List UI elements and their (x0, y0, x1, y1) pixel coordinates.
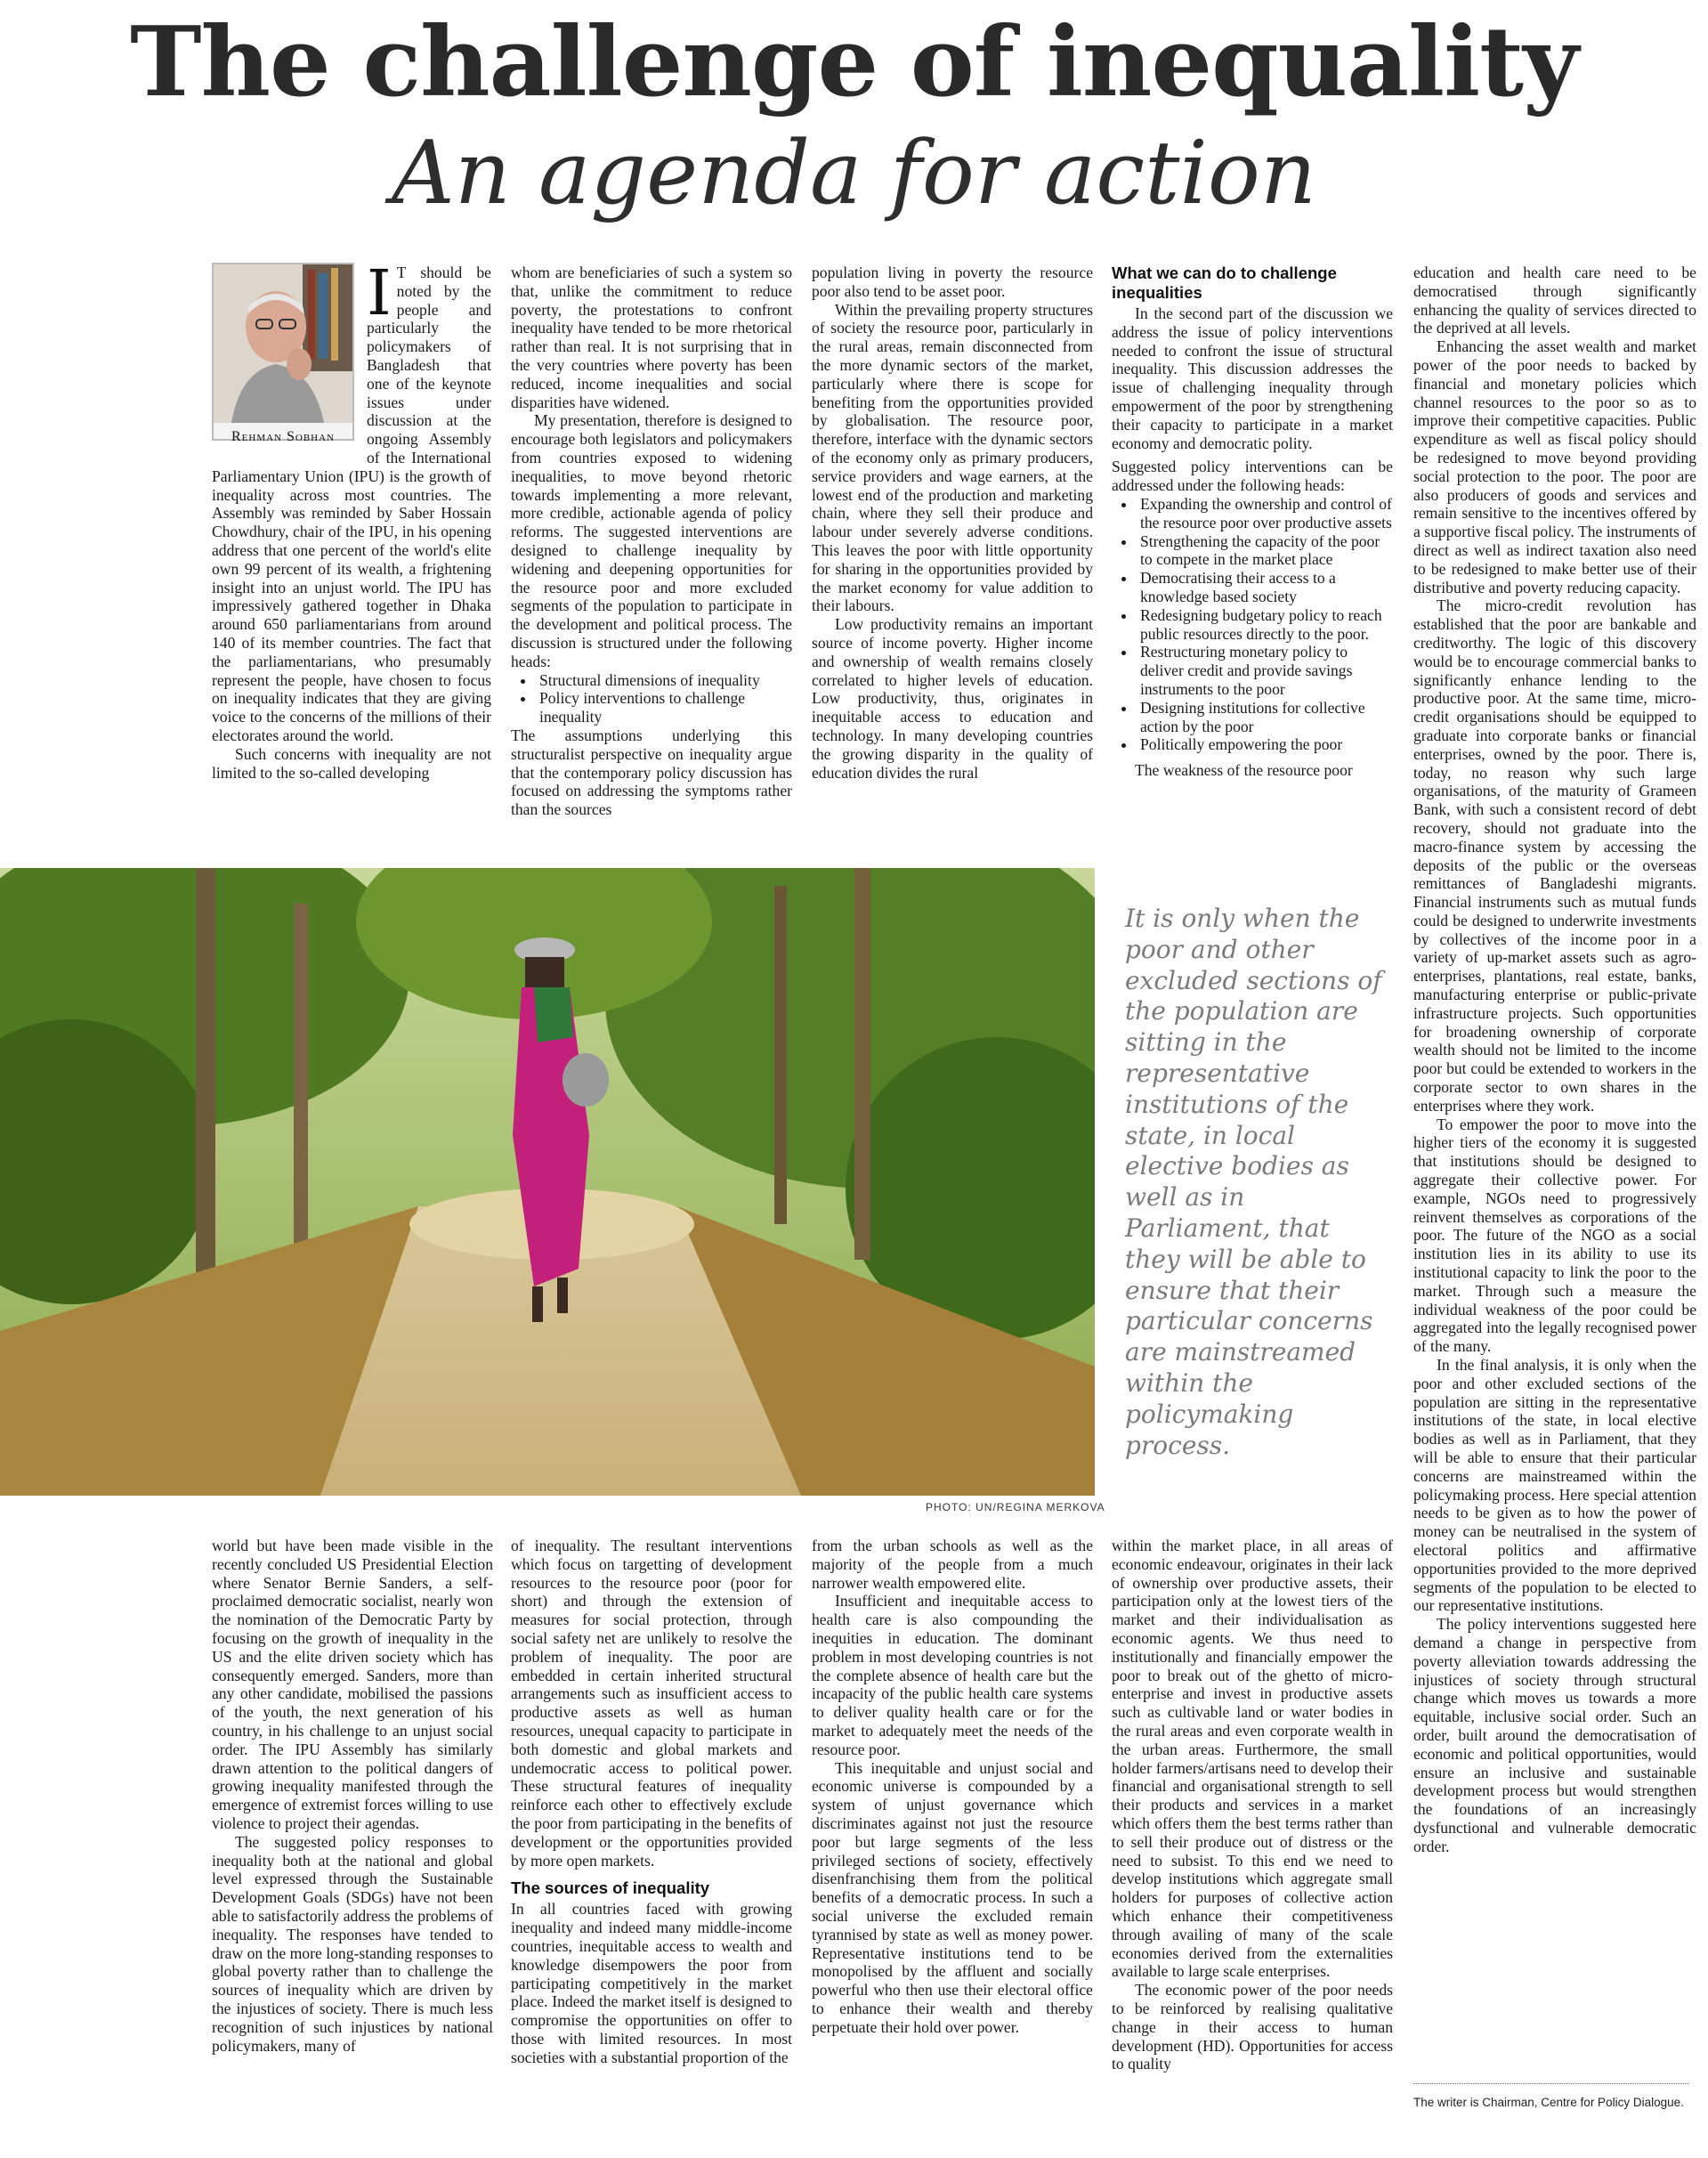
bullet-item: • Strengthening the capacity of the poor to compete in the market place (1137, 532, 1393, 570)
writer-note: The writer is Chairman, Centre for Policy Dialogue. (1413, 2096, 1684, 2109)
paragraph: of inequality. The resultant interventions which focus on targetting of development resources to the resource poor (poor for short) and through the extension of measures for social protection, through social safety net are unlikely to resolve the problem of inequality. The poor are embedded in certain inherited structural arrangements such as insufficient access to productive assets as well as human resources, unequal capacity to participate in both domestic and global markets and undemocratic access to political power. These structural features of inequality reinforce each other to effectively exclude the poor from participating in the benefits of development or the opportunities provided by more open markets. (511, 1537, 792, 1870)
paragraph: My presentation, therefore is designed to encourage both legislators and policymakers from countries exposed to widening inequalities, to move beyond rhetoric towards implementing a more relevant, more credible, actionable agenda of policy reforms. The suggested interventions are designed to challenge inequality by widening and deepening opportunities for the resource poor and more excluded segments of the population to participate in the development and political process. The discussion is structured under the following heads: (511, 411, 792, 670)
portrait-spacer (212, 264, 367, 452)
paragraph: T should be noted by the people and particularly the policymakers of Bangladesh that one of the keynote issues under discussion at the ongoing Assembly of the International Parliamentary Union (IPU) is the growth of inequality across most countries. The Assembly was reminded by Saber Hossain Chowdhury, chair of the IPU, in his opening address that one percent of the world's elite own 99 percent of its wealth, a frightening insight into an unjust world. The IPU has impressively gathered together in Dhaka around 650 parliamentarians from around 140 of its member countries. The fact that the parliamentarians, who presumably represent the people, have chosen to focus on inequality indicates that they are giving voice to the concerns of the millions of their electorates around the world. (212, 264, 491, 744)
woman-on-forest-path-photo-icon (0, 868, 1095, 1496)
paragraph: Such concerns with inequality are not limited to the so-called developing (212, 744, 491, 782)
paragraph: The micro-credit revolution has established that the poor are bankable and creditworthy. The logic of this discovery would be to encourage commercial banks to significantly enhance lending to the productive poor. At the same time, micro-credit organisations should be equipped to graduate into corporate banks or financial enterprises, owned by the poor. There is, today, no reason why such large organisations, of the maturity of Grameen Bank, with such a consistent record of debt recovery, should not graduate into the macro-finance system by accessing the deposits of the public or the overseas remittances of Bangladeshi migrants. Financial instruments such as mutual funds could be designed to underwrite investments by collectives of the income poor in a variety of up-market assets such as agro-enterprises, plantations, real estate, banks, manufacturing enterprise or public-private infrastructure projects. Such opportunities for broadening ownership of corporate wealth should not be limited to the income poor but could be extended to workers in the corporate sector to own shares in the enterprises where they work. (1413, 596, 1696, 1115)
subheadline: An agenda for action (391, 123, 1317, 224)
pull-quote: It is only when the poor and other excluded sections of the population are sitting in the representative institutions of the state, in local elective bodies as well as in Parliament, that they will be able to ensure that their particular concerns are mainstreamed within the policymaking process. (1125, 904, 1382, 1460)
drop-cap: I (367, 264, 392, 329)
column-3-top (812, 264, 1093, 856)
policy-bullet-list (1112, 495, 1393, 754)
column-1-bottom (212, 1537, 493, 2142)
paragraph: The weakness of the resource poor (1135, 761, 1353, 780)
paragraph: In the second part of the discussion we address the issue of policy interventions needed to confront the issue of structural inequality. This discussion addresses the issue of challenging inequality through empowerment of the poor by strengthening their capacity to participate in a market economy and democratic polity. (1112, 304, 1393, 452)
bullet-item: • Democratising their access to a knowledge based society (1137, 569, 1393, 606)
paragraph: The assumptions underlying this structuralist perspective on inequality argue that the contemporary policy discussion has focused on addressing the symptoms rather than the sources (511, 726, 792, 819)
column-4-bottom (1112, 1537, 1393, 2142)
bullet-item: • Policy interventions to challenge inequality (536, 689, 792, 726)
section-heading: What we can do to challenge inequalities (1112, 264, 1337, 302)
paragraph: In the final analysis, it is only when the poor and other excluded sections of the population are sitting in the representative institutions of the state, in local elective bodies as well as in Parliament, that they will be able to ensure that their particular concerns are mainstreamed within the policymaking process. Here special attention needs to be given as to how the power of money can be neutralised in the system of electoral politics and affirmative opportunities provided to the more deprived segments of the population to be elected to our representative institutions. (1413, 1356, 1696, 1615)
bullet-item: • Redesigning budgetary policy to reach public resources directly to the poor. (1137, 606, 1393, 644)
article-photo (0, 868, 1095, 1496)
bullet-item: • Expanding the ownership and control of the resource poor over productive assets (1137, 495, 1393, 532)
paragraph: The policy interventions suggested here demand a change in perspective from poverty alleviation towards addressing the injustices of society through structural change which moves us towards a more equitable, inclusive social order. Such an order, built around the democratisation of economic and political opportunities, would ensure an inclusive and sustainable development process but would strengthen the foundations of an increasingly dysfunctional and vulnerable democratic order. (1413, 1615, 1696, 1855)
paragraph: education and health care need to be democratised through significantly enhancing the quality of services directed to the deprived at all levels. (1413, 264, 1696, 337)
paragraph: world but have been made visible in the recently concluded US Presidential Election where Senator Bernie Sanders, a self-proclaimed democratic socialist, nearly won the nomination of the Democratic Party by focusing on the growth of inequality in the US and the elite driven society which has consequently emerged. Sanders, more than any other candidate, mobilised the passions of the youth, the next generation of his country, in his challenge to an unjust social order. The IPU Assembly has similarly drawn attention to the political dangers of growing inequality manifested through the emergence of extremist forces willing to use violence to project their agendas. (212, 1537, 493, 1832)
bullet-item: • Politically empowering the poor (1137, 735, 1393, 754)
paragraph: The economic power of the poor needs to be reinforced by realising qualitative change in their access to human development (HD). Opportunities for access to quality (1112, 1981, 1393, 2073)
paragraph: To empower the poor to move into the higher tiers of the economy it is suggested that institutions should be designed to aggregate their collective power. For example, NGOs need to progressively reinvent themselves as corporations of the poor. The future of the NGO as a social institution lies in its ability to use its institutional capacity to link the poor to the market. Through such a measure the individual weakness of the poor could be aggregated into the legally recognised power of the many. (1413, 1115, 1696, 1356)
photo-credit: PHOTO: UN/REGINA MERKOVA (926, 1501, 1105, 1513)
bullet-item: • Restructuring monetary policy to deliver credit and provide savings instruments to the poor (1137, 643, 1393, 698)
paragraph: population living in poverty the resource poor also tend to be asset poor. (812, 264, 1093, 300)
paragraph: This inequitable and unjust social and economic universe is compounded by a system of unjust governance which discriminates against not just the resource poor but large segments of the less privileged sections of society, effectively disenfranchising them from the political benefits of a democratic process. In such a social universe the excluded remain tyrannised by state as well as money power. Representative institutions tend to be monopolised by the affluent and socially powerful who then use their electoral office to enhance their wealth and thereby perpetuate their hold over power. (812, 1758, 1093, 2036)
column-4-top (1112, 262, 1393, 864)
paragraph: Low productivity remains an important source of income poverty. Higher income and ownership of wealth remains closely correlated to higher levels of education. Low productivity, thus, originates in inequitable access to education and technology. In many developing countries the growing disparity in the quality of education divides the rural (812, 615, 1093, 782)
bullet-item: • Designing institutions for collective action by the poor (1137, 699, 1393, 736)
paragraph: In all countries faced with growing inequality and indeed many middle-income countries, inequitable access to wealth and knowledge disempowers the poor from participating competitively in the market place. Indeed the market itself is designed to compromise the opportunities on offer to those with limited resources. In most societies with a substantial proportion of the (511, 1900, 792, 2066)
paragraph: Insufficient and inequitable access to health care is also compounding the inequities in education. The dominant problem in most developing countries is not the complete absence of health care but the incapacity of the public health care systems to deliver quality health care or for the market to adequately meet the needs of the resource poor. (812, 1592, 1093, 1758)
paragraph: within the market place, in all areas of economic endeavour, originates in their lack of ownership over productive assets, their participation only at the lowest tiers of the market and their individualisation as economic agents. We thus need to institutionally and financially empower the poor to break out of the ghetto of micro-enterprise and invest in productive assets such as cultivable land or water bodies in the rural areas and even corporate wealth in the urban areas. Furthermore, the small holder farmers/artisans need to develop their financial and organisational strength to sell their products and services in a market which offers them the best terms rather than to sell their produce out of distress or the need to subsist. To this end we need to develop institutions which aggregate small holders for purposes of collective action which enhance their competitiveness through availing of many of the scale economies derived from the externalities available to large scale enterprises. (1112, 1537, 1393, 1981)
column-2-bottom (511, 1537, 792, 2142)
column-1-top (212, 264, 491, 856)
headline: The challenge of inequality (130, 6, 1578, 118)
column-3-bottom (812, 1537, 1093, 2142)
bullet-list (511, 671, 792, 726)
paragraph: The suggested policy responses to inequality both at the national and global level expressed through the Sustainable Development Goals (SDGs) have not been able to satisfactorily address the problems of inequality. The responses have tended to draw on the more long-standing responses to global poverty rather than to challenge the sources of inequality which are driven by the injustices of society. There is much less recognition of such injustices by national policymakers, many of (212, 1832, 493, 2055)
author-name: Rehman Sobhan (231, 429, 335, 444)
paragraph: Suggested policy interventions can be addressed under the following heads: (1112, 458, 1393, 495)
section-heading: The sources of inequality (511, 1878, 710, 1898)
paragraph: from the urban schools as well as the majority of the people from a much narrower wealth empowered elite. (812, 1537, 1093, 1592)
column-2-top (511, 264, 792, 856)
divider (1413, 2083, 1689, 2084)
paragraph: Enhancing the asset wealth and market power of the poor needs to backed by financial and monetary policies which channel resources to the poor so as to improve their competitive capacities. Public expenditure as well as fiscal policy should be redesigned to move beyond providing social protection to the poor. The poor are also producers of goods and services and remain sensitive to the incentives offered by a supportive fiscal policy. The instruments of direct as well as indirect taxation also need to be redesigned to make better use of their distributive and poverty reducing capacity. (1413, 337, 1696, 596)
paragraph: whom are beneficiaries of such a system so that, unlike the commitment to reduce poverty, the protestations to confront inequality have tended to be more rhetorical rather than real. It is not surprising that in the very countries where poverty has been reduced, income inequalities and social disparities have widened. (511, 264, 792, 411)
column-5 (1413, 264, 1696, 2074)
paragraph: Within the prevailing property structures of society the resource poor, particularly in the rural areas, remain disconnected from the more dynamic sectors of the market, particularly where there is scope for benefiting from the opportunities provided by globalisation. The resource poor, therefore, interface with the dynamic sectors of the economy only as primary producers, service providers and wage earners, at the lowest end of the production and marketing chain, where they sell their produce and labour under severely adverse conditions. This leaves the poor with little opportunity for sharing in the opportunities provided by the market economy for value addition to their labours. (812, 300, 1093, 615)
bullet-item: • Structural dimensions of inequality (536, 671, 792, 690)
